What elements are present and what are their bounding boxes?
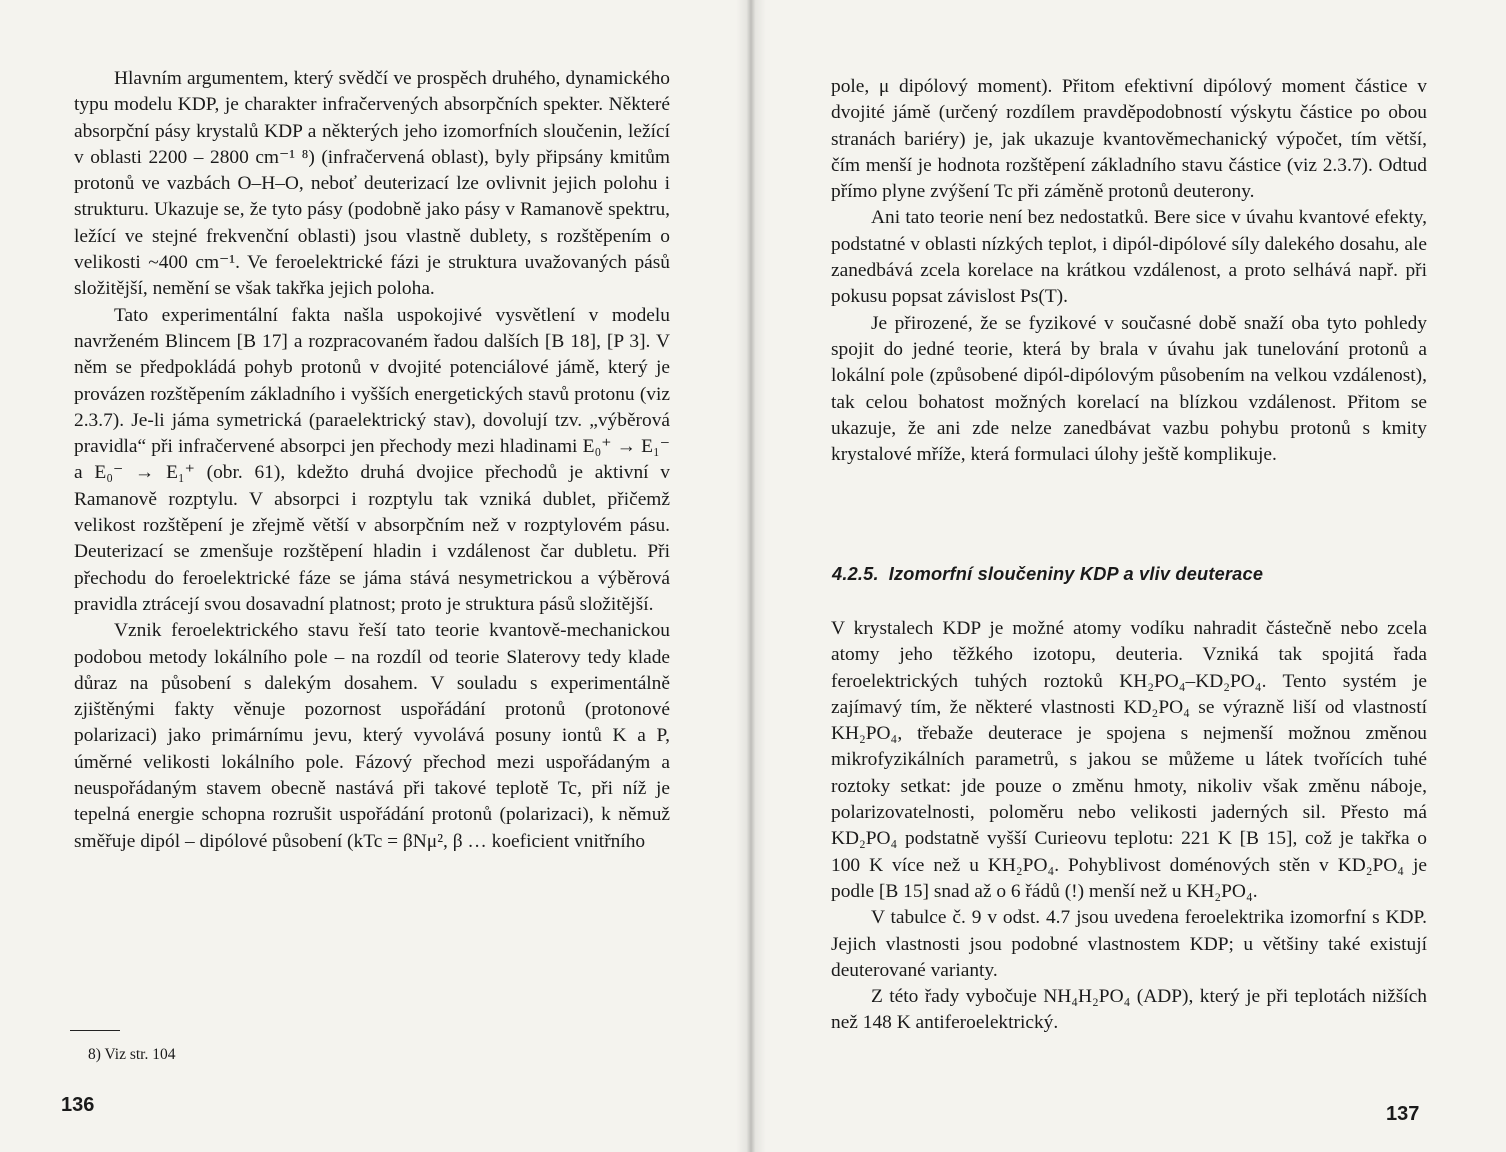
right-paragraph-1: pole, μ dipólový moment). Přitom efektivní dipólový moment částice v dvojité jámě (určený rozdílem pravděpodobností výskytu částice po obou stranách bariéry) je, jak ukazuje kvantověmechanický výpočet, tím větší, čím menší je hodnota rozštěpení základního stavu částice (viz 2.3.7). Odtud přímo plyne zvýšení Tc při záměně protonů deuterony.: [831, 76, 1427, 203]
right-page-body-upper: [831, 74, 1427, 468]
right-page: [752, 0, 1506, 1152]
right-paragraph-5: V tabulce č. 9 v odst. 4.7 jsou uvedena feroelektrika izomorfní s KDP. Jejich vlastnosti jsou podobné vlastnostem KDP; u většiny také existují deuterované varianty.: [831, 907, 1427, 981]
section-number: 4.2.5.: [832, 564, 879, 584]
left-page: [0, 0, 752, 1152]
right-paragraph-3: Je přirozené, že se fyzikové v současné době snaží oba tyto pohledy spojit do jedné teorie, která by brala v úvahu jak tunelování protonů a lokální pole (způsobené dipól-dipólovým působením na velkou vzdálenost), tak celou bohatost možných korelací na blízkou vzdálenost. Přitom se ukazuje, že ani zde nelze zanedbávat vazbu pohybu protonů s kmity krystalové mříže, která formulaci úlohy ještě komplikuje.: [831, 312, 1427, 466]
section-heading: [832, 564, 1428, 585]
right-paragraph-4: V krystalech KDP je možné atomy vodíku nahradit částečně nebo zcela atomy jeho těžkého izotopu, deuteria. Vzniká tak spojitá řada feroelektrických tuhých roztoků KH₂PO₄–KD₂PO₄. Tento systém je zajímavý tím, že některé vlastnosti KD₂PO₄ se výrazně liší od vlastností KH₂PO₄, třebaže deuterace je spojena s nejmenší možnou změnou mikrofyzikálních parametrů, s jakou se můžeme u látek tvořících tuhé roztoky setkat: jde pouze o změnu hmoty, nikoliv však změnu náboje, polarizovatelnosti, poloměru nebo velikosti jaderných sil. Přesto má KD₂PO₄ podstatně vyšší Curieovu teplotu: 221 K [B 15], což je takřka o 100 K více než u KH₂PO₄. Pohyblivost doménových stěn v KD₂PO₄ je podle [B 15] snad až o 6 řádů (!) menší než u KH₂PO₄.: [831, 618, 1427, 902]
left-paragraph-3: Vznik feroelektrického stavu řeší tato teorie kvantově-mechanickou podobou metody lokálního pole – na rozdíl od teorie Slaterovy tedy klade důraz na působení s dalekým dosahem. V souladu s experimentálně zjištěnými fakty věnuje pozornost uspořádání protonů (protonové polarizaci) jako primárnímu jevu, který vyvolává posuny iontů K a P, úměrné velikosti lokálního pole. Fázový přechod mezi uspořádaným a neuspořádaným stavem obecně nastává při takové teplotě Tc, při níž je tepelná energie schopna rozrušit uspořádání protonů (polarizaci), k němuž směřuje dipól – dipólové působení (kTc = βNμ², β … koeficient vnitřního: [74, 620, 670, 852]
page-number-right: 137: [1386, 1103, 1420, 1125]
left-paragraph-1: Hlavním argumentem, který svědčí ve prospěch druhého, dynamického typu modelu KDP, je charakter infračervených absorpčních spekter. Některé absorpční pásy krystalů KDP a některých jeho izomorfních sloučenin, ležící v oblasti 2200 – 2800 cm⁻¹ ⁸) (infračervená oblast), byly připsány kmitům protonů ve vazbách O–H–O, neboť deuterizací lze ovlivnit jejich polohu i strukturu. Ukazuje se, že tyto pásy (podobně jako pásy v Ramanově spektru, ležící ve stejné frekvenční oblasti) jsou vlastně dublety, s rozštěpením o velikosti ~400 cm⁻¹. Ve feroelektrické fázi je struktura uvažovaných pásů složitější, nemění se však takřka jejich poloha.: [74, 68, 670, 300]
right-paragraph-6: Z této řady vybočuje NH₄H₂PO₄ (ADP), který je při teplotách nižších než 148 K antiferoelektrický.: [831, 986, 1427, 1034]
page-number-left: 136: [61, 1094, 95, 1116]
footnote-rule: [70, 1030, 120, 1031]
left-paragraph-2: Tato experimentální fakta našla uspokojivé vysvětlení v modelu navrženém Blincem [B 17] a rozpracovaném řadou dalších [B 18], [P 3]. V něm se předpokládá pohyb protonů v dvojité potenciálové jámě, který je provázen rozštěpením základního i vyšších energetických stavů protonu (viz 2.3.7). Je-li jáma symetrická (paraelektrický stav), dovolují tzv. „výběrová pravidla“ při infračervené absorpci jen přechody mezi hladinami E₀⁺ → E₁⁻ a E₀⁻ → E₁⁺ (obr. 61), kdežto druhá dvojice přechodů je aktivní v Ramanově rozptylu. V absorpci i rozptylu tak vzniká dublet, přičemž velikost rozštěpení je zřejmě větší v absorpčním než v rozptylovém pásu. Deuterizací se zmenšuje rozštěpení hladin i vzdálenost čar dubletu. Při přechodu do feroelektrické fáze se jáma stává nesymetrickou a výběrová pravidla ztrácejí svou dosavadní platnost; proto je struktura pásů složitější.: [74, 304, 670, 615]
left-page-body: [74, 66, 670, 855]
right-page-body-lower: [831, 616, 1427, 1037]
section-title: Izomorfní sloučeniny KDP a vliv deuterace: [888, 564, 1264, 584]
right-paragraph-2: Ani tato teorie není bez nedostatků. Bere sice v úvahu kvantové efekty, podstatné v oblasti nízkých teplot, i dipól-dipólové síly dalekého dosahu, ale zanedbává zcela korelace na krátkou vzdálenost, a proto selhává např. při pokusu popsat závislost Ps(T).: [831, 207, 1427, 308]
footnote: 8) Viz str. 104: [88, 1046, 176, 1063]
